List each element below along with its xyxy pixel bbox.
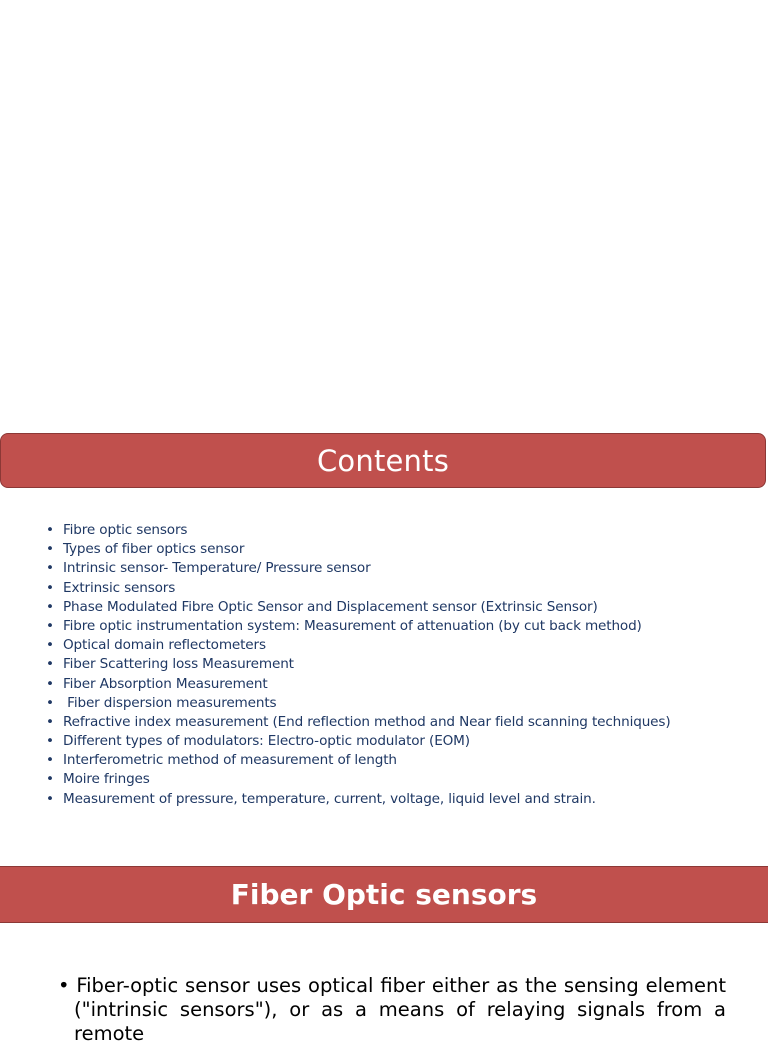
bullet-icon: • [46, 560, 54, 577]
list-item: • Fibre optic sensors [46, 521, 670, 540]
list-item: • Fiber Absorption Measurement [46, 675, 670, 694]
body-paragraph: • Fiber-optic sensor uses optical fiber either as the sensing element ("intrinsic sensors"), or as a means of relaying signals from a remote [58, 974, 726, 1045]
bullet-icon: • [46, 675, 54, 692]
bullet-icon: • [46, 752, 54, 769]
bullet-icon: • [46, 598, 54, 615]
list-item: • Types of fiber optics sensor [46, 540, 670, 559]
contents-title: Contents [316, 443, 450, 478]
bullet-icon: • [46, 617, 54, 634]
list-item: • Phase Modulated Fibre Optic Sensor and Displacement sensor (Extrinsic Sensor) [46, 598, 670, 617]
list-item: • Interferometric method of measurement of length [46, 751, 670, 770]
list-item: • Fiber dispersion measurements [46, 694, 670, 713]
bullet-icon: • [46, 771, 54, 788]
section-title: Fiber Optic sensors [230, 878, 538, 911]
list-item: • Extrinsic sensors [46, 579, 670, 598]
bullet-icon: • [46, 522, 54, 538]
bullet-icon: • [46, 579, 54, 596]
list-item: • Fiber Scattering loss Measurement [46, 655, 670, 674]
bullet-icon: • [46, 790, 54, 807]
bullet-icon: • [46, 733, 54, 750]
list-item: • Different types of modulators: Electro-optic modulator (EOM) [46, 732, 670, 751]
list-item: • Measurement of pressure, temperature, current, voltage, liquid level and strain. [46, 790, 670, 809]
contents-banner [0, 433, 766, 488]
list-item: • Optical domain reflectometers [46, 636, 670, 655]
bullet-icon: • [46, 637, 54, 654]
list-item: • Fibre optic instrumentation system: Measurement of attenuation (by cut back method) [46, 617, 670, 636]
bullet-icon: • [46, 694, 54, 711]
bullet-icon: • [46, 541, 54, 558]
contents-list [46, 521, 670, 809]
list-item: • Moire fringes [46, 770, 670, 789]
list-item: • Refractive index measurement (End reflection method and Near field scanning techniques) [46, 713, 670, 732]
section-banner [0, 866, 768, 923]
bullet-icon: • [46, 713, 54, 730]
list-item: • Intrinsic sensor- Temperature/ Pressure sensor [46, 559, 670, 578]
bullet-icon: • [46, 656, 54, 673]
blank-slide-area [0, 0, 768, 432]
